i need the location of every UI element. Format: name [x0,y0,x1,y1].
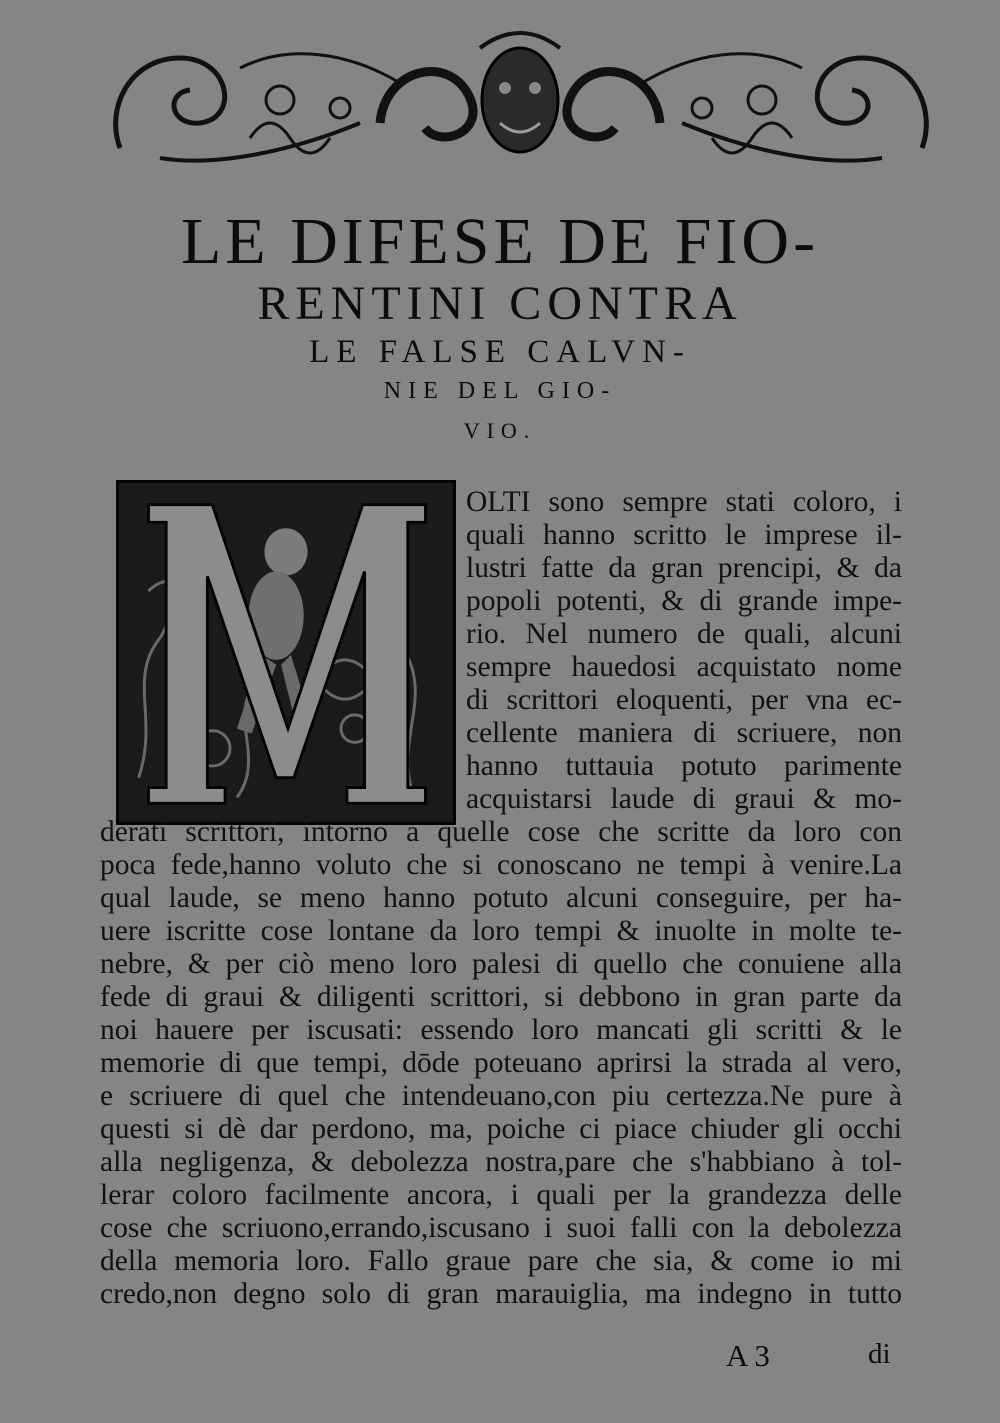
body-line-3: lustri fatte da gran prencipi, & da [466,552,902,584]
body-line-1: OLTI sono sempre stati coloro, i [466,486,902,518]
body-line-9: hanno tuttauia potuto parimente [466,750,902,782]
body-line-2: quali hanno scritto le imprese il- [466,519,902,551]
body-line-12: poca fede,hanno voluto che si conoscano ne tempi à venire.La [100,849,902,881]
catchword: di [868,1338,891,1370]
body-line-6: sempre hauedosi acquistato nome [466,651,902,683]
body-line-23: cose che scriuono,errando,iscusano i suoi falli con la debolezza [100,1212,902,1244]
body-line-24: della memoria loro. Fallo graue pare che sia, & come io mi [100,1245,902,1277]
title-line-1: LE DIFESE DE FIO- [180,205,820,278]
body-line-14: uere iscritte cose lontane da loro tempi & inuolte in molte te- [100,915,902,947]
body-line-5: rio. Nel numero de quali, alcuni [466,618,902,650]
body-line-18: memorie di que tempi, dōde poteuano aprirsi la strada al vero, [100,1047,902,1079]
body-line-13: qual laude, se meno hanno potuto alcuni conseguire, per ha- [100,882,902,914]
body-line-8: cellente maniera di scriuere, non [466,717,902,749]
body-line-20: questi si dè dar perdono, ma, poiche ci piace chiuder gli occhi [100,1113,902,1145]
body-line-15: nebre, & per ciò meno loro palesi di quello che conuiene alla [100,948,902,980]
decorated-initial-m-graphic [119,483,453,822]
title-line-5: VIO. [463,418,537,443]
title-line-3: LE FALSE CALVN- [309,334,691,370]
title-line-2: RENTINI CONTRA [257,277,743,330]
body-line-21: alla negligenza, & debolezza nostra,pare che s'habbiano à tol- [100,1146,902,1178]
signature-mark: A 3 [726,1338,770,1373]
body-line-7: di scrittori eloquenti, per vna ec- [466,684,902,716]
decorative-headpiece [100,28,942,176]
body-line-16: fede di graui & diligenti scrittori, si debbono in gran parte da [100,981,902,1013]
body-line-10: acquistarsi laude di graui & mo- [466,783,902,815]
body-line-22: lerar coloro facilmente ancora, i quali per la grandezza delle [100,1179,902,1211]
body-line-19: e scriuere di quel che intendeuano,con piu certezza.Ne pure à [100,1080,902,1112]
body-line-4: popoli potenti, & di grande impe- [466,585,902,617]
body-line-17: noi hauere per iscusati: essendo loro mancati gli scritti & le [100,1014,902,1046]
decorated-initial-m [116,480,456,825]
body-line-25: credo,non degno solo di gran marauiglia, ma indegno in tutto [100,1278,902,1310]
body-line-11: derati scrittori, intorno à quelle cose che scritte da loro con [100,816,902,848]
title-line-4: NIE DEL GIO- [383,378,617,404]
